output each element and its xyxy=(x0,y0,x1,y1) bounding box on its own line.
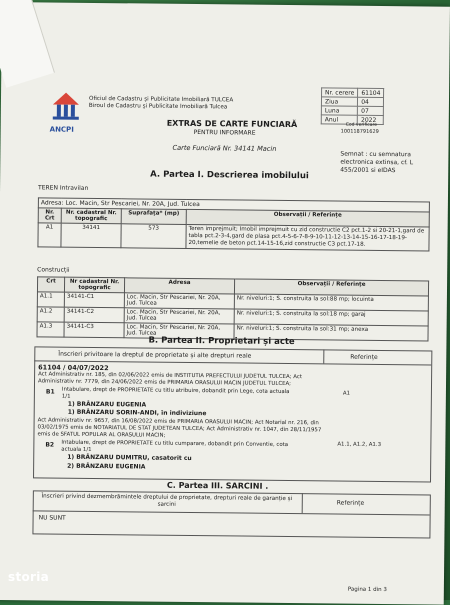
act-line: emis de SFATUL POPULAR AL ORASULUI MACIN; xyxy=(37,431,166,439)
col-header: Suprafața* (mp) xyxy=(121,209,186,225)
cell-adr: Loc. Macin, Str Pescariei, Nr. 20A, Jud. Tulcea xyxy=(124,293,234,309)
col-header: Observații / Referințe xyxy=(234,279,428,296)
cell-cad: 34141-C1 xyxy=(64,292,124,308)
info-value: 04 xyxy=(358,97,384,106)
teren-label: TEREN Intravilan xyxy=(38,184,89,192)
doc-subtitle: PENTRU INFORMARE xyxy=(193,129,256,137)
cell-cad: 34141-C2 xyxy=(64,307,124,323)
office-name: Oficiul de Cadastru și Publicitate Imobiliară TULCEA xyxy=(88,95,234,104)
entry-id: 61104 / 04/07/2022 xyxy=(38,363,109,373)
storia-watermark: storia xyxy=(8,570,50,584)
no-encumbrances: NU SUNT xyxy=(38,514,66,522)
entry-b2: B2 xyxy=(45,441,55,449)
cell-obs: Nr. niveluri:1; S. construita la sol:31 mp; anexa xyxy=(234,324,428,341)
part2-col-left: Înscrieri privitoare la dreptul de proprietate și alte drepturi reale xyxy=(58,350,252,360)
info-value: 07 xyxy=(358,106,384,115)
b2-ref: A1.1, A1.2, A1.3 xyxy=(337,441,382,448)
page-number: Pagina 1 din 3 xyxy=(347,586,387,594)
col-header: Nr. Crt xyxy=(38,208,61,223)
info-label: Luna xyxy=(321,106,357,115)
request-info-box xyxy=(321,87,385,125)
cell-crt: A1.1 xyxy=(37,292,64,307)
cell-adr: Loc. Macin, Str Pescariei, Nr. 20A, Jud. Tulcea xyxy=(124,308,234,324)
document-page xyxy=(0,2,450,605)
col-header: Observații / Referințe xyxy=(186,209,429,227)
table-row xyxy=(38,223,429,251)
col-header: Nr. cadastral Nr. topografic xyxy=(61,208,121,224)
part2-col-right: Referințe xyxy=(350,353,378,361)
folded-page-corner xyxy=(0,0,55,88)
info-value: 2022 xyxy=(358,115,384,124)
owner-name: 1) BRÂNZARU EUGENIA xyxy=(67,400,147,409)
part3-col-right: Referințe xyxy=(336,499,365,507)
constructii-label: Construcții xyxy=(37,266,70,274)
b2-text: Intabulare, drept de PROPRIETATE cu titlu cumparare, dobandit prin Conventie, cota actuala 1/1 xyxy=(61,439,289,453)
cell-cad: 34141-C3 xyxy=(64,322,124,338)
teren-table xyxy=(37,197,430,251)
part2-title: B. Partea II. Proprietari și acte xyxy=(148,335,295,348)
cell-crt: A1.3 xyxy=(37,322,64,337)
info-label: Nr. cerere xyxy=(322,88,358,97)
col-header: Crt xyxy=(37,277,64,292)
verification-code-label: Cod verificare xyxy=(345,122,378,128)
entry-b1: B1 xyxy=(45,388,55,396)
part3-title: C. Partea III. SARCINI . xyxy=(166,480,269,491)
constructii-table xyxy=(36,276,429,341)
doc-title: EXTRAS DE CARTE FUNCIARĂ xyxy=(166,118,298,130)
divider xyxy=(302,493,303,513)
act-line: Act Administrativ nr. 9657, din 16/08/2022 emis de PRIMARIA ORASULUI MACIN; Act Notarial nr. 216, din xyxy=(37,417,319,427)
logo-text: ANCPI xyxy=(49,125,74,134)
b1-text: Intabulare, drept de PROPRIETATE cu titlu atribuire, dobandit prin Lege, cota actuala 1/1 xyxy=(61,386,290,400)
act-line: Administrativ nr. 7779, din 24/06/2022 emis de PRIMARIA ORASULUI MACIN JUDETUL TULCEA; xyxy=(37,378,292,388)
act-line: 03/02/1975 emis de NOTARIATUL DE STAT JUDETEAN TULCEA; Act Administrativ nr. 1047, din 28/11/1957 xyxy=(37,424,322,434)
cell-obs: Nr. niveluri:1; S. construita la sol:18 mp; garaj xyxy=(234,309,428,326)
cell-crt: A1.2 xyxy=(37,307,64,322)
cell-cad: 34141 xyxy=(61,223,121,248)
verification-code: 100118791629 xyxy=(340,128,379,135)
info-label: Ziua xyxy=(321,97,357,106)
office-subname: Biroul de Cadastru și Publicitate Imobiliară Tulcea xyxy=(88,102,228,111)
part3-col-left: Înscrieri privind dezmembrămintele dreptului de proprietate, drepturi reale de garanție și sarcini xyxy=(41,493,293,508)
info-label: Anul xyxy=(321,115,357,124)
b1-ref: A1 xyxy=(342,390,351,397)
act-line: Act Administrativ nr. 185, din 02/06/2022 emis de INSTITUTIA PREFECTULUI JUDETUL TULCEA; Act xyxy=(38,371,302,381)
info-value: 61104 xyxy=(358,88,384,97)
ancpi-logo xyxy=(49,88,83,126)
cell-adr: Loc. Macin, Str Pescariei, Nr. 20A, Jud. Tulcea xyxy=(124,323,234,339)
cell-obs: Teren imprejmuit; Imobil imprejmuit cu zid constructie C2 pct.1-2 si 20-21-1,gard de tabla pct.2-3-4,gard de plasa pct.4-5-6-7-8-9-10-11-12-13-14-15-16-17-18-19-20,temelie de beton pct.14-15-16,zid constructie C3 pct.17-18. xyxy=(186,224,429,251)
cell-crt: A1 xyxy=(38,223,61,247)
owner-name: 1) BRÂNZARU SORIN-ANDI, în indiviziune xyxy=(67,408,207,418)
signature-note: Semnat : cu semnatura electronica extinsa, cf. L 455/2001 si eIDAS xyxy=(340,150,414,175)
cell-sup: 573 xyxy=(121,224,186,249)
cell-obs: Nr. niveluri:1; S. construita la sol:88 mp; locuinta xyxy=(234,294,428,311)
col-header: Adresa xyxy=(124,278,234,294)
part1-title: A. Partea I. Descrierea imobilului xyxy=(150,169,309,182)
owner-name: 2) BRÂNZARU EUGENIA xyxy=(67,462,146,471)
col-header: Nr cadastral Nr. topografic xyxy=(64,277,124,293)
divider xyxy=(323,349,324,363)
owner-name: 1) BRÂNZARU DUMITRU, casatorit cu xyxy=(67,453,192,463)
teren-address: Adresa: Loc. Macin, Str Pescariei, Nr. 20A, Jud. Tulcea xyxy=(38,198,429,212)
carte-funciara-number: Carte Funciară Nr. 34141 Macin xyxy=(172,143,277,153)
